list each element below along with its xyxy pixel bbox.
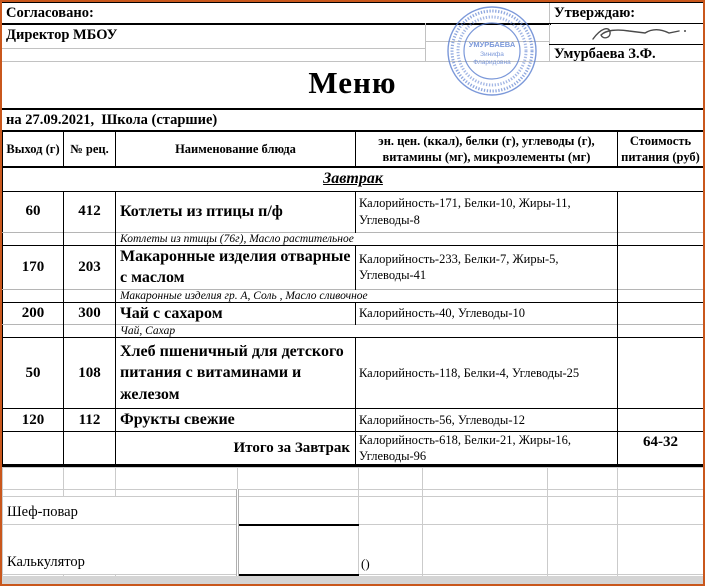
divider: [549, 44, 703, 45]
stamp-name: УМУРБАЕВА: [468, 40, 516, 49]
ingredients-row: [3, 289, 704, 302]
signature: [587, 25, 692, 43]
chef-row: [3, 497, 704, 525]
output-cell: 50: [3, 338, 64, 409]
gridline: [425, 23, 426, 61]
table-row: [3, 245, 704, 289]
output-cell: 170: [3, 245, 64, 289]
chef-label: Шеф-повар: [3, 497, 238, 525]
nutrition-cell: Калорийность-56, Углеводы-12: [356, 409, 618, 432]
approval-section: [2, 2, 703, 130]
stamp-name: Зинифа: [480, 51, 504, 58]
col-header-dish: Наименование блюда: [116, 131, 356, 167]
cost-cell: [618, 409, 704, 432]
agreed-label: Согласовано:: [6, 5, 94, 21]
recipe-cell: 412: [64, 191, 116, 232]
gridline: [549, 3, 550, 61]
horizontal-scrollbar[interactable]: [2, 576, 703, 584]
chef-signature-line: [238, 497, 359, 525]
output-cell: 120: [3, 409, 64, 432]
dish-name-cell: Фрукты свежие: [116, 409, 356, 432]
approver-name: Умурбаева З.Ф.: [554, 46, 656, 62]
output-cell: 60: [3, 191, 64, 232]
dish-name-cell: Чай с сахаром: [116, 302, 356, 325]
total-label: Итого за Завтрак: [116, 431, 356, 466]
ingredients-cell: Макаронные изделия гр. А, Соль , Масло сливочное: [116, 289, 618, 302]
recipe-cell: 300: [64, 302, 116, 325]
calculator-label: Калькулятор: [3, 525, 238, 575]
cost-cell: [618, 245, 704, 289]
nutrition-cell: Калорийность-40, Углеводы-10: [356, 302, 618, 325]
ingredients-row: [3, 232, 704, 245]
total-cost: 64-32: [618, 431, 704, 466]
ingredients-cell: Котлеты из птицы (76г), Масло растительное: [116, 232, 618, 245]
table-row: [3, 302, 704, 325]
menu-subtitle: на 27.09.2021, Школа (старшие): [2, 108, 703, 130]
grid-row: [3, 490, 704, 497]
divider: [549, 23, 703, 24]
approve-label: Утверждаю:: [554, 5, 636, 21]
col-header-output: Выход (г): [3, 131, 64, 167]
agreed-by-label: Директор МБОУ: [6, 27, 118, 43]
recipe-cell: 108: [64, 338, 116, 409]
recipe-cell: 112: [64, 409, 116, 432]
cost-cell: [618, 338, 704, 409]
gridline: [2, 48, 425, 49]
total-row: [3, 431, 704, 466]
dish-name-cell: Котлеты из птицы п/ф: [116, 191, 356, 232]
nutrition-cell: Калорийность-118, Белки-4, Углеводы-25: [356, 338, 618, 409]
cost-cell: [618, 191, 704, 232]
dish-name-cell: Хлеб пшеничный для детского питания с витаминами и железом: [116, 338, 356, 409]
parentheses-text: (): [359, 525, 423, 575]
grid-row: [3, 468, 704, 490]
table-row: [3, 409, 704, 432]
menu-table: [2, 130, 704, 467]
nutrition-cell: Калорийность-171, Белки-10, Жиры-11, Углеводы-8: [356, 191, 618, 232]
section-header-breakfast: Завтрак: [323, 170, 383, 188]
calculator-signature-line: [238, 525, 359, 575]
dish-name-cell: Макаронные изделия отварные с маслом: [116, 245, 356, 289]
table-header-row: [3, 131, 704, 167]
calculator-row: [3, 525, 704, 575]
ingredients-row: [3, 325, 704, 338]
signature-footer: [2, 467, 704, 586]
cost-cell: [618, 302, 704, 325]
col-header-recipe: № рец.: [64, 131, 116, 167]
ingredients-cell: Чай, Сахар: [116, 325, 618, 338]
page-title: Меню: [308, 65, 397, 100]
col-header-nutrition: эн. цен. (ккал), белки (г), углеводы (г), витамины (мг), микроэлементы (мг): [356, 131, 618, 167]
nutrition-cell: Калорийность-233, Белки-7, Жиры-5, Углеводы-41: [356, 245, 618, 289]
total-nutrition: Калорийность-618, Белки-21, Жиры-16, Углеводы-96: [356, 431, 618, 466]
recipe-cell: 203: [64, 245, 116, 289]
output-cell: 200: [3, 302, 64, 325]
col-header-cost: Стоимость питания (руб): [618, 131, 704, 167]
stamp-name: Фларидовна: [473, 59, 511, 66]
table-row: [3, 338, 704, 409]
table-row: [3, 191, 704, 232]
